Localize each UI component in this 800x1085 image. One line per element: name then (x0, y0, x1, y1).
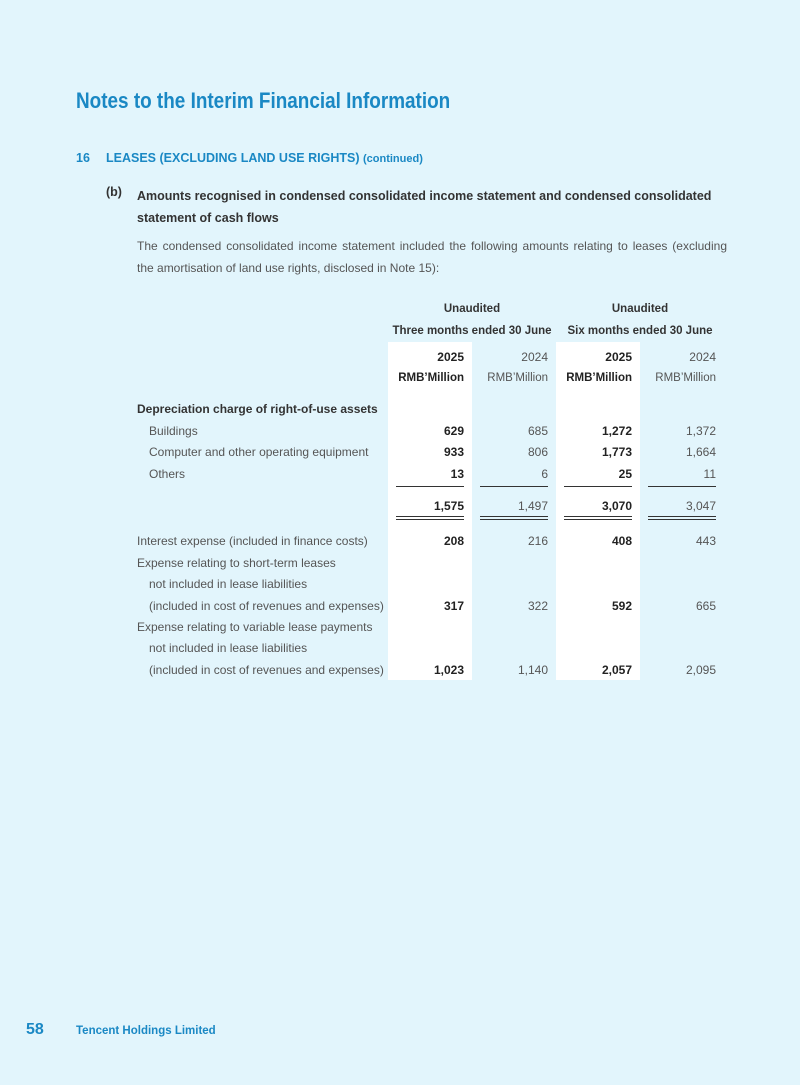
section-title-text: LEASES (EXCLUDING LAND USE RIGHTS) (106, 151, 360, 165)
table-cell: 25 (618, 467, 632, 481)
total-double-rule (648, 516, 716, 520)
subtotal-rule (648, 486, 716, 487)
depreciation-heading: Depreciation charge of right-of-use assets (137, 402, 378, 416)
subsection-paragraph: The condensed consolidated income statement included the following amounts relating to leases (excluding the amortisation of land use rights, disclosed in Note 15): (137, 239, 727, 275)
table-cell: 1,272 (601, 424, 632, 438)
table-cell: 2,057 (601, 663, 632, 677)
unit-header: RMB’Million (566, 372, 632, 384)
subtotal-cell: 3,070 (601, 499, 632, 513)
table-cell: 1,773 (601, 445, 632, 459)
row-label-variable-2: not included in lease liabilities (149, 641, 308, 655)
table-cell: 592 (611, 599, 632, 613)
group-status-six-months: Unaudited (611, 303, 669, 315)
table-cell: 216 (527, 534, 548, 548)
table-cell: 2,095 (685, 663, 716, 677)
subtotal-rule (480, 486, 548, 487)
page-title: Notes to the Interim Financial Information (76, 88, 451, 113)
table-cell: 806 (527, 445, 548, 459)
unit-header: RMB’Million (655, 372, 716, 384)
table-cell: 665 (695, 599, 716, 613)
row-label-variable-3: (included in cost of revenues and expenses) (149, 663, 384, 677)
page-number: 58 (26, 1021, 44, 1038)
table-cell: 6 (541, 467, 548, 481)
subtotal-cell: 1,575 (433, 499, 464, 513)
row-label-others: Others (149, 467, 186, 481)
row-label-variable-1: Expense relating to variable lease payments (137, 620, 373, 634)
year-header: 2024 (521, 350, 548, 364)
table-cell: 208 (443, 534, 464, 548)
table-cell: 11 (703, 467, 716, 481)
subsection-title: Amounts recognised in condensed consolidated income statement and condensed consolidated statement of cash flows (137, 189, 712, 225)
company-name: Tencent Holdings Limited (76, 1025, 216, 1037)
unit-header: RMB’Million (398, 372, 464, 384)
year-header: 2025 (437, 350, 464, 364)
row-label-computer-equipment: Computer and other operating equipment (149, 445, 369, 459)
table-cell: 933 (443, 445, 464, 459)
row-label-interest: Interest expense (included in finance costs) (137, 534, 368, 548)
table-cell: 13 (450, 467, 464, 481)
total-double-rule (564, 516, 632, 520)
total-double-rule (396, 516, 464, 520)
total-double-rule (480, 516, 548, 520)
group-period-six-months: Six months ended 30 June (567, 325, 713, 337)
row-label-short-term-3: (included in cost of revenues and expenses) (149, 599, 384, 613)
subtotal-cell: 1,497 (517, 499, 548, 513)
subsection-label: (b) (106, 185, 122, 199)
unit-header: RMB’Million (487, 372, 548, 384)
year-header: 2024 (689, 350, 716, 364)
table-cell: 1,372 (685, 424, 716, 438)
table-cell: 1,664 (685, 445, 716, 459)
table-cell: 322 (527, 599, 548, 613)
table-cell: 1,023 (433, 663, 464, 677)
subtotal-rule (396, 486, 464, 487)
row-label-short-term-1: Expense relating to short-term leases (137, 556, 336, 570)
row-label-buildings: Buildings (149, 424, 198, 438)
subtotal-cell: 3,047 (685, 499, 716, 513)
group-period-three-months: Three months ended 30 June (392, 325, 552, 337)
table-cell: 408 (611, 534, 632, 548)
year-header: 2025 (605, 350, 632, 364)
section-number: 16 (76, 151, 90, 165)
section-title (106, 151, 423, 165)
table-cell: 317 (443, 599, 464, 613)
row-label-short-term-2: not included in lease liabilities (149, 577, 308, 591)
group-status-three-months: Unaudited (443, 303, 501, 315)
table-cell: 629 (443, 424, 464, 438)
subtotal-rule (564, 486, 632, 487)
table-cell: 685 (527, 424, 548, 438)
section-continued: (continued) (362, 153, 423, 165)
table-cell: 1,140 (517, 663, 548, 677)
table-cell: 443 (695, 534, 716, 548)
